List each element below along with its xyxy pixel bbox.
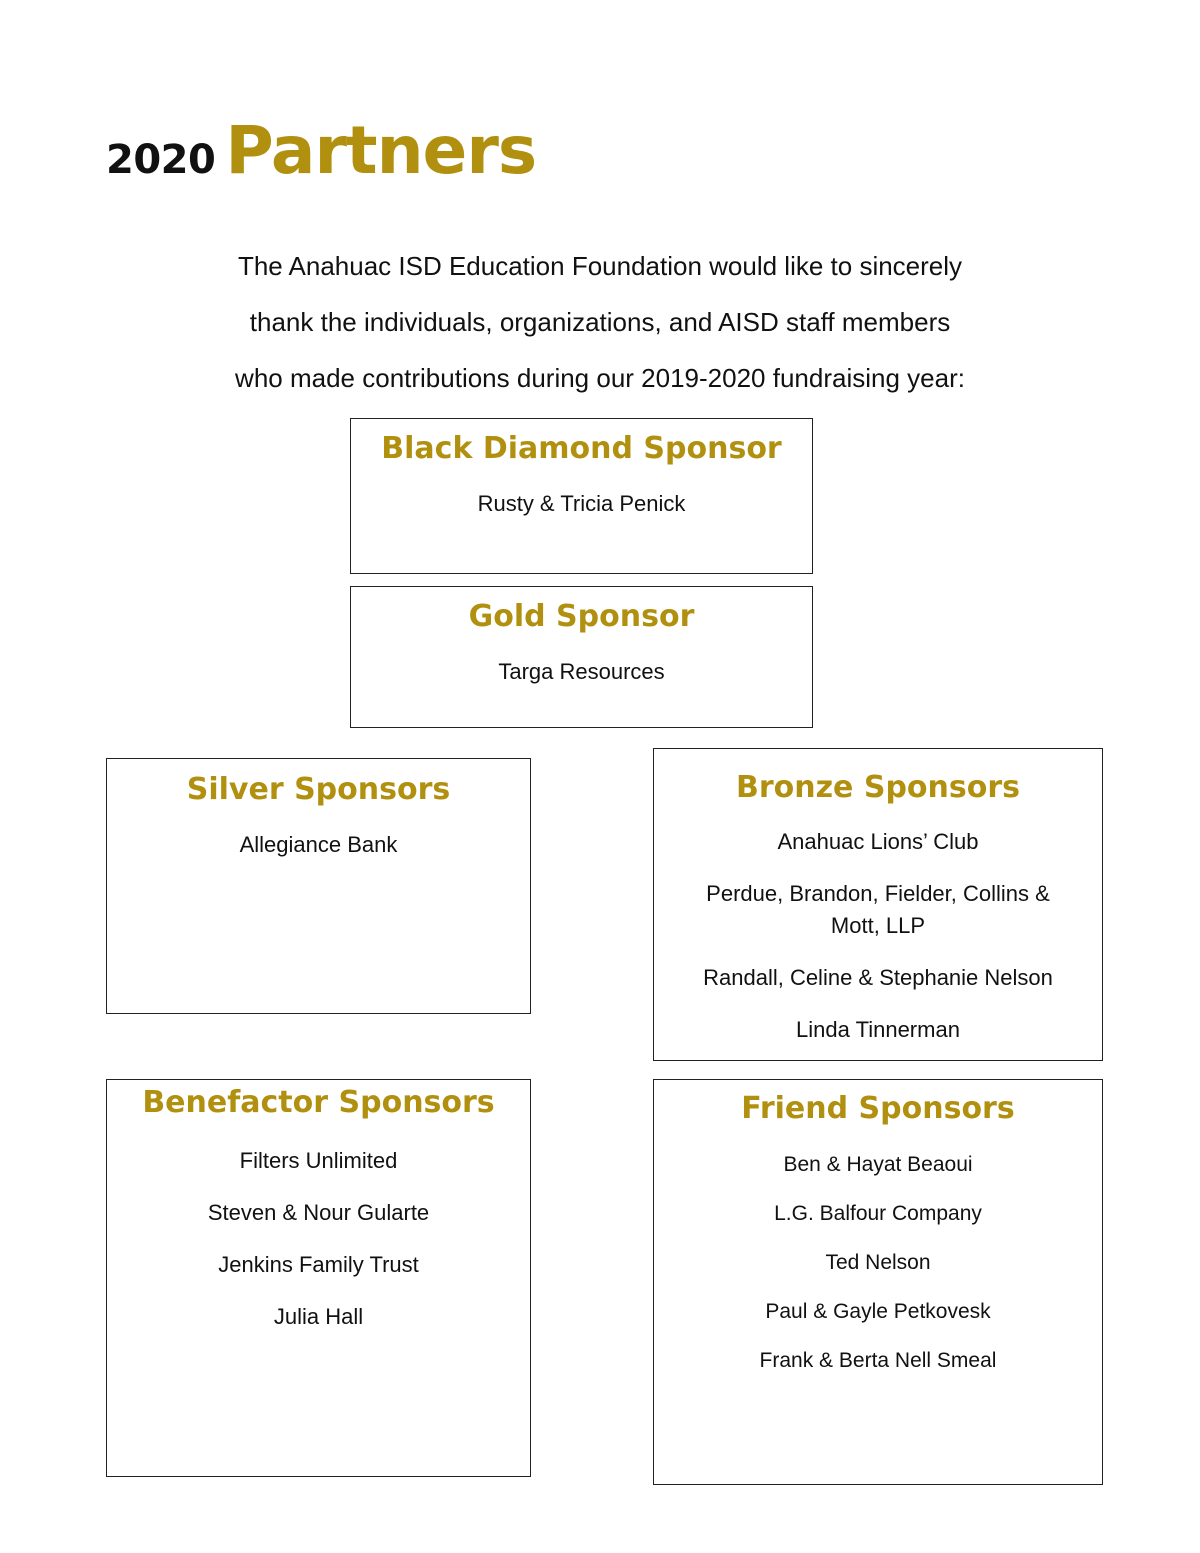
intro-line: thank the individuals, organizations, and AISD staff members [249, 307, 951, 337]
bronze-sponsors-box [653, 748, 1103, 1061]
silver-sponsors-box [106, 758, 531, 1014]
friend-sponsors-heading: Friend Sponsors [741, 1091, 1015, 1126]
sponsor-name: Targa Resources [498, 659, 665, 684]
sponsor-name: Allegiance Bank [239, 832, 398, 857]
bronze-sponsors-heading: Bronze Sponsors [735, 770, 1021, 805]
sponsor-name: Julia Hall [273, 1304, 364, 1329]
sponsor-name: Ted Nelson [825, 1251, 931, 1274]
page-title [106, 112, 537, 189]
bronze-sponsors-list [654, 826, 1102, 1046]
intro-line: The Anahuac ISD Education Foundation would like to sincerely [237, 251, 963, 281]
friend-sponsors-box [653, 1079, 1103, 1485]
sponsor-name: Anahuac Lions’ Club [777, 829, 979, 854]
gold-sponsor-heading: Gold Sponsor [468, 599, 695, 634]
sponsor-name: L.G. Balfour Company [774, 1202, 982, 1225]
gold-sponsor-box [350, 586, 813, 728]
intro-line: who made contributions during our 2019-2020 fundraising year: [235, 363, 965, 393]
sponsor-name: Linda Tinnerman [796, 1017, 960, 1042]
black-diamond-sponsor-heading: Black Diamond Sponsor [381, 431, 782, 466]
sponsor-name-line: Mott, LLP [830, 913, 926, 938]
black-diamond-sponsor-box [350, 418, 813, 574]
friend-sponsors-list [654, 1149, 1102, 1377]
gold-sponsor-list [351, 656, 812, 688]
intro-paragraph [150, 238, 1050, 406]
sponsor-name [654, 878, 1102, 942]
sponsor-name: Frank & Berta Nell Smeal [759, 1349, 997, 1372]
sponsor-name: Steven & Nour Gularte [207, 1200, 430, 1225]
sponsor-name: Filters Unlimited [239, 1148, 398, 1173]
benefactor-sponsors-list [107, 1145, 530, 1333]
sponsor-name: Paul & Gayle Petkovesk [765, 1300, 991, 1323]
title-word: Partners [225, 112, 537, 189]
sponsor-name-line: Perdue, Brandon, Fielder, Collins & [706, 881, 1050, 906]
silver-sponsors-list [107, 829, 530, 861]
title-year: 2020 [106, 137, 216, 183]
benefactor-sponsors-heading: Benefactor Sponsors [142, 1085, 495, 1120]
sponsor-name: Ben & Hayat Beaoui [783, 1153, 973, 1176]
silver-sponsors-heading: Silver Sponsors [186, 772, 451, 807]
sponsor-name: Jenkins Family Trust [218, 1252, 419, 1277]
black-diamond-sponsor-list [351, 488, 812, 520]
sponsor-name: Rusty & Tricia Penick [477, 491, 686, 516]
benefactor-sponsors-box [106, 1079, 531, 1477]
sponsor-name: Randall, Celine & Stephanie Nelson [703, 965, 1053, 990]
